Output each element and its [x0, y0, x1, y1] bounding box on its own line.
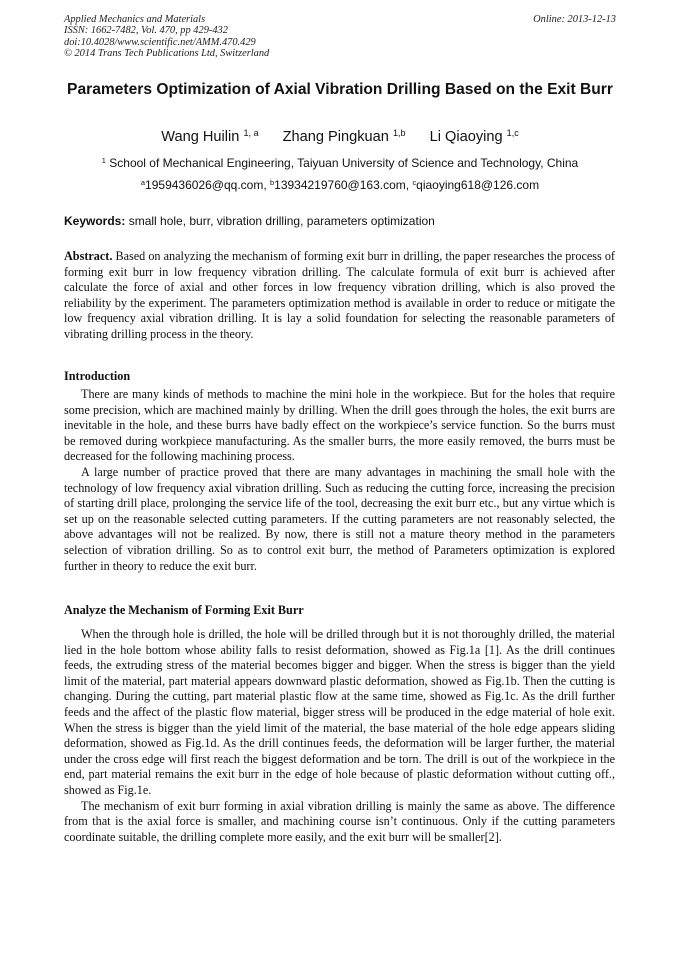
- journal-issn: ISSN: 1662-7482, Vol. 470, pp 429-432: [64, 25, 228, 37]
- author: Zhang Pingkuan $^{1,b}$: [282, 128, 406, 145]
- abstract: [64, 249, 615, 343]
- paragraph: There are many kinds of methods to machine the mini hole in the workpiece. But for the holes that require some precision, which are machined mainly by drilling. When the drill goes through the holes, the exit burrs are inevitable in the hole, and these burrs have badly effect on the workpiece’s service function. So the burrs must be removed during workpiece manufacturing. As the smaller burrs, the more easily removed, the burrs must be decreased for the following machining process.: [64, 387, 615, 464]
- section-body: [64, 627, 615, 845]
- paragraph: The mechanism of exit burr forming in axial vibration drilling is mainly the same as above. The difference from that is the axial force is smaller, and machining course isn’t continuous. Only if the cutting parameters coordinate suitable, the drilling complete more easily, and the exit burr will be smaller[2].: [64, 798, 615, 844]
- author-emails: $^a$1959436026@qq.com, $^b$13934219760@163.com, $^c$qiaoying618@126.com: [140, 177, 540, 192]
- author-list: [64, 128, 616, 146]
- email-link[interactable]: 1959436026@qq.com,: [145, 178, 270, 192]
- journal-header: [64, 14, 616, 60]
- section-heading: Analyze the Mechanism of Forming Exit Burr: [64, 603, 304, 617]
- keywords-text: small hole, burr, vibration drilling, parameters optimization: [125, 214, 435, 228]
- affiliation: $^1$ School of Mechanical Engineering, Taiyuan University of Science and Technology, China: [101, 155, 579, 170]
- email-link[interactable]: 13934219760@163.com,: [274, 178, 413, 192]
- paragraph: When the through hole is drilled, the hole will be drilled through but it is not thoroughly drilled, the material lied in the hole bottom whose ability falls to resist deformation, showed as Fig.1a [1]. As the drill continues feeds, the extruding stress of the material becomes bigger and bigger. When the stress is bigger than the yield limit of the material, part material appears downward plastic deformation, showed as Fig.1b. Then the cutting is changing. During the cutting, part material plastic flow at the same time, showed as Fig.1c. As the drill further feeds and the affect of the plastic flow material, bigger stress will be produced in the edge material of hole exit. When the stress is bigger than the yield limit of the material, the base material of the hole edge appears sliding deformation, showed as Fig.1d. As the drill continues feeds, the deformation will be larger further, the material under the cross edge will first reach the biggest deformation and be torn. The drill is out of the workpiece in the end, part material remains the exit burr in the edge of hole because of plastic deformation without cutting off., showed as Fig.1e.: [64, 627, 615, 797]
- section-body: [64, 387, 615, 574]
- section-heading: Introduction: [64, 369, 131, 383]
- abstract-label: Abstract.: [64, 249, 113, 263]
- author: Li Qiaoying $^{1,c}$: [429, 128, 519, 145]
- paragraph: A large number of practice proved that there are many advantages in machining the small hole with the technology of low frequency axial vibration drilling. Such as reducing the cutting force, increasing the precision of starting drill place, prolonging the service life of the tool, decreasing the exit burr etc., but any virtue which is set up on the reasonable selected cutting parameters. If the cutting parameters are not reasonably selected, the above advantages will not be realized. By now, there is still not a mature theory method in the parameters selection of vibration drilling. So as to control exit burr, the method of Parameters optimization is explored further in theory to reduce the exit burr.: [64, 464, 615, 573]
- keywords-label: Keywords:: [64, 214, 126, 228]
- email-link[interactable]: qiaoying618@126.com: [416, 178, 540, 192]
- keywords: [64, 214, 616, 229]
- author: Wang Huilin $^{1, a}$: [161, 128, 259, 145]
- abstract-text: Based on analyzing the mechanism of forming exit burr in drilling, the paper researches the process of forming exit burr in low frequency vibration drilling. The calculate formula of exit burr is achieved after calculate the force of axial and other forces in low frequency vibration drilling, which is also proved the reliability by the experiment. The parameters optimization method is available in order to reduce or mitigate the low frequency axial vibration drilling. It is lay a solid foundation for selecting the reasonable parameters of vibrating drilling process in the theory.: [64, 249, 615, 341]
- journal-name: Applied Mechanics and Materials: [64, 14, 206, 25]
- journal-doi: doi:10.4028/www.scientific.net/AMM.470.429: [64, 36, 256, 48]
- paper-title: Parameters Optimization of Axial Vibration Drilling Based on the Exit Burr: [67, 81, 613, 98]
- journal-copyright: © 2014 Trans Tech Publications Ltd, Switzerland: [64, 48, 270, 60]
- online-date: Online: 2013-12-13: [533, 14, 616, 25]
